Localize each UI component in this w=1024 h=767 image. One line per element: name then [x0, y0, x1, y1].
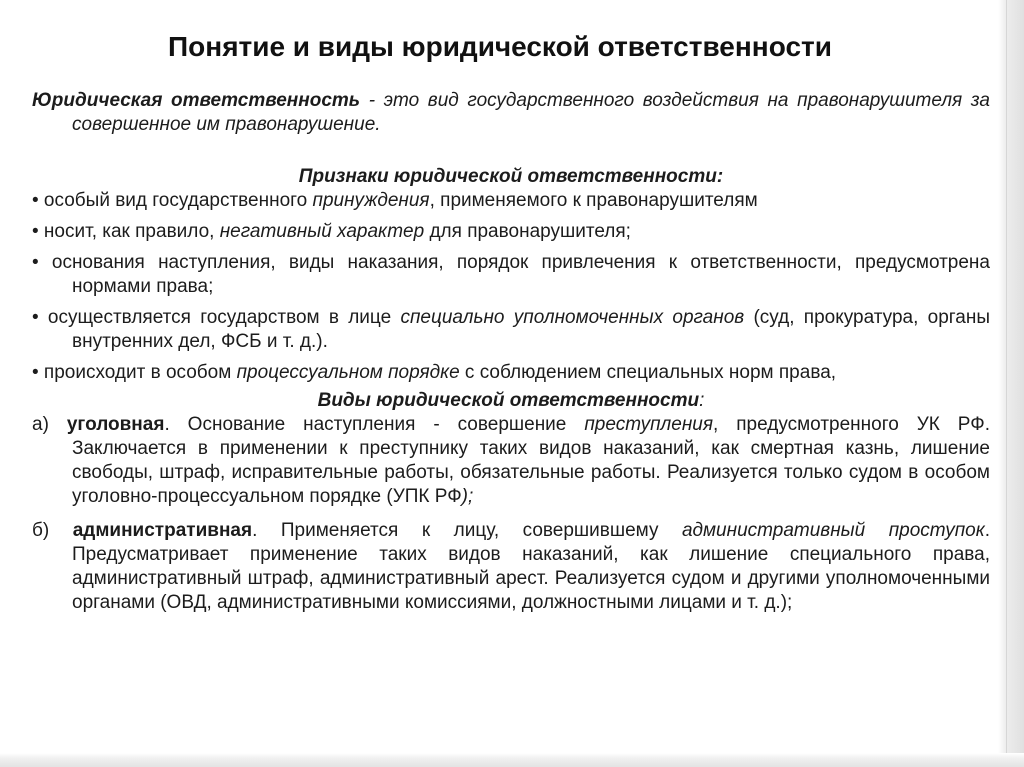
slide-title: Понятие и виды юридической ответственности [168, 31, 832, 62]
definition-paragraph [32, 89, 990, 137]
features-heading: Признаки юридической ответственности: [298, 166, 724, 187]
types-heading: Виды юридической ответственности: [317, 390, 705, 411]
feature-item: • происходит в особом процессуальном порядке с соблюдением специальных норм права, [32, 362, 837, 383]
page-edge-right [998, 0, 1024, 767]
type-criminal: а) уголовная. Основание наступления - совершение преступления, предусмотренного УК РФ. Заключается в применении к преступнику таких видов наказаний, как смертная казнь, лишение свободы, штраф, исправительные работы, обязательные работы. Реализуется только судом в особом уголовно-процессуальном порядке (УПК РФ); [32, 414, 990, 507]
definition-term: Юридическая ответственность [32, 90, 361, 111]
definition-text: - это вид государственного воздействия на правонарушителя за совершенное им правонарушение. [72, 90, 990, 135]
feature-item: • носит, как правило, негативный характер для правонарушителя; [32, 221, 631, 242]
feature-item: • основания наступления, виды наказания, порядок привлечения к ответственности, предусмотрена нормами права; [32, 252, 990, 297]
page-edge-bottom [0, 753, 1024, 767]
feature-item: • особый вид государственного принуждения, применяемого к правонарушителям [32, 190, 758, 211]
slide-content [32, 89, 990, 615]
type-administrative-name: административная [72, 520, 253, 541]
type-administrative: б) административная. Применяется к лицу, совершившему административный проступок. Предусматривает применение таких видов наказаний, как лишение специального права, административный штраф, административный арест. Реализуется судом и другими уполномоченными органами (ОВД, административными комиссиями, должностными лицами и т. д.); [32, 520, 990, 613]
type-criminal-name: уголовная [66, 414, 165, 435]
feature-item: • осуществляется государством в лице специально уполномоченных органов (суд, прокуратура, органы внутренних дел, ФСБ и т. д.). [32, 307, 991, 352]
